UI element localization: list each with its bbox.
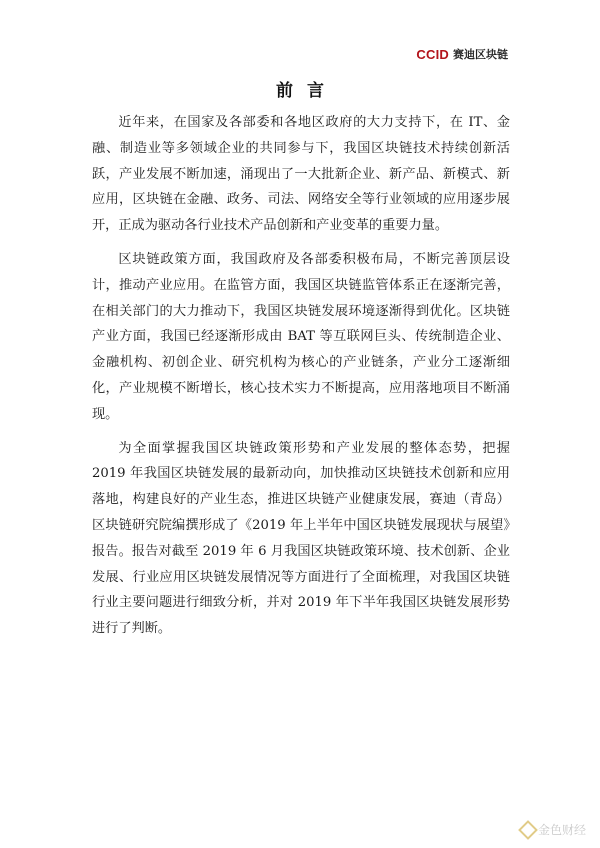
page-header bbox=[416, 46, 508, 62]
paragraph: 区块链政策方面，我国政府及各部委积极布局，不断完善顶层设计，推动产业应用。在监管方面，我国区块链监管体系正在逐渐完善，在相关部门的大力推动下，我国区块链发展环境逐渐得到优化。区块链产业方面，我国已经逐渐形成由 BAT 等互联网巨头、传统制造企业、金融机构、初创企业、研究机构为核心的产业链条，产业分工逐渐细化，产业规模不断增长，核心技术实力不断提高，应用落地项目不断涌现。 bbox=[92, 251, 510, 422]
brand-logo-text: CCID bbox=[416, 46, 449, 62]
watermark-text: 金色财经 bbox=[537, 823, 586, 837]
paragraph: 为全面掌握我国区块链政策形势和产业发展的整体态势，把握 2019 年我国区块链发展的最新动向，加快推动区块链技术创新和应用落地，构建良好的产业生态，推进区块链产业健康发展，赛迪（青岛）区块链研究院编撰形成了《2019 年上半年中国区块链发展现状与展望》报告。报告对截至 2019 年 6 月我国区块链政策环境、技术创新、企业发展、行业应用区块链发展情况等方面进行了全面梳理，对我国区块链行业主要问题进行细致分析，并对 2019 年下半年我国区块链发展形势进行了判断。 bbox=[92, 440, 510, 637]
watermark bbox=[521, 821, 586, 838]
page-title: 前言 bbox=[276, 81, 338, 101]
diamond-logo-icon bbox=[518, 820, 538, 840]
paragraph: 近年来，在国家及各部委和各地区政府的大力支持下，在 IT、金融、制造业等多领域企业的共同参与下，我国区块链技术持续创新活跃，产业发展不断加速，涌现出了一大批新企业、新产品、新模式、新应用，区块链在金融、政务、司法、网络安全等行业领域的应用逐步展开，正成为驱动各行业技术产品创新和产业变革的重要力量。 bbox=[92, 115, 510, 234]
preface-body bbox=[92, 110, 510, 650]
brand-name: 赛迪区块链 bbox=[453, 48, 508, 61]
